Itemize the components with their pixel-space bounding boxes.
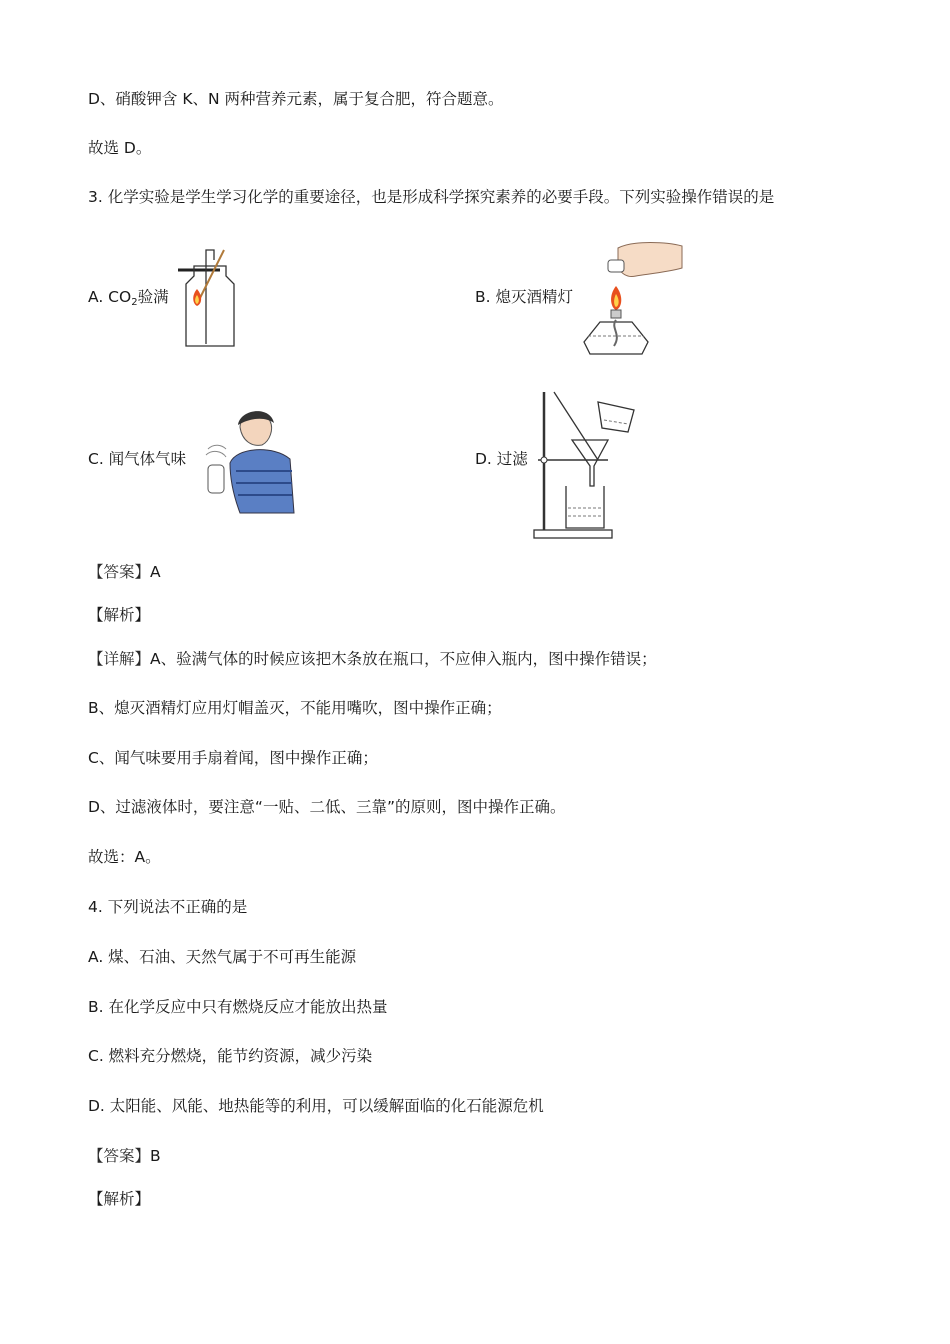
smell-gas-figure <box>200 405 300 519</box>
q4-option-d: D. 太阳能、风能、地热能等的利用，可以缓解面临的化石能源危机 <box>88 1097 544 1115</box>
q4-analysis-label: 【解析】 <box>88 1190 151 1208</box>
q3-detail-a-text: A、验满气体的时候应该把木条放在瓶口，不应伸入瓶内，图中操作错误； <box>150 650 657 668</box>
q3-option-a-subscript: 2 <box>131 297 138 308</box>
co2-test-figure <box>176 244 246 350</box>
q4-answer <box>88 1145 161 1167</box>
q3-detail-c: C、闻气味要用手扇着闻，图中操作正确； <box>88 749 378 767</box>
q3-answer-label: 【答案】 <box>88 563 151 581</box>
q3-analysis-label: 【解析】 <box>88 606 151 624</box>
q3-answer <box>88 561 161 583</box>
q4-answer-label: 【答案】 <box>88 1147 151 1165</box>
q3-option-a-prefix: A. CO <box>88 288 132 306</box>
q3-option-c: C. 闻气体气味 <box>88 450 187 468</box>
q3-stem: 3. 化学实验是学生学习化学的重要途径，也是形成科学探究素养的必要手段。下列实验操作错误的是 <box>88 188 775 206</box>
q4-option-b: B. 在化学反应中只有燃烧反应才能放出热量 <box>88 998 388 1016</box>
q3-detail-a <box>88 648 657 670</box>
q3-option-a-suffix: 验满 <box>137 288 169 306</box>
q3-conclusion: 故选：A。 <box>88 848 161 866</box>
q3-detail-d: D、过滤液体时，要注意“一贴、二低、三靠”的原则，图中操作正确。 <box>88 798 566 816</box>
q4-option-a: A. 煤、石油、天然气属于不可再生能源 <box>88 948 357 966</box>
extinguish-lamp-figure <box>578 238 686 360</box>
q3-detail-b: B、熄灭酒精灯应用灯帽盖灭，不能用嘴吹，图中操作正确； <box>88 699 502 717</box>
q3-detail-label: 【详解】 <box>88 650 151 668</box>
prev-conclusion: 故选 D。 <box>88 139 152 157</box>
q4-answer-value: B <box>150 1147 161 1165</box>
prev-option-d: D、硝酸钾含 K、N 两种营养元素，属于复合肥，符合题意。 <box>88 90 504 108</box>
q4-stem: 4. 下列说法不正确的是 <box>88 898 248 916</box>
q4-option-c: C. 燃料充分燃烧，能节约资源，减少污染 <box>88 1047 373 1065</box>
filtration-figure <box>532 388 646 542</box>
q3-option-d: D. 过滤 <box>475 450 528 468</box>
q3-option-a <box>88 286 169 314</box>
q3-answer-value: A <box>150 563 161 581</box>
q3-option-b: B. 熄灭酒精灯 <box>475 288 573 306</box>
